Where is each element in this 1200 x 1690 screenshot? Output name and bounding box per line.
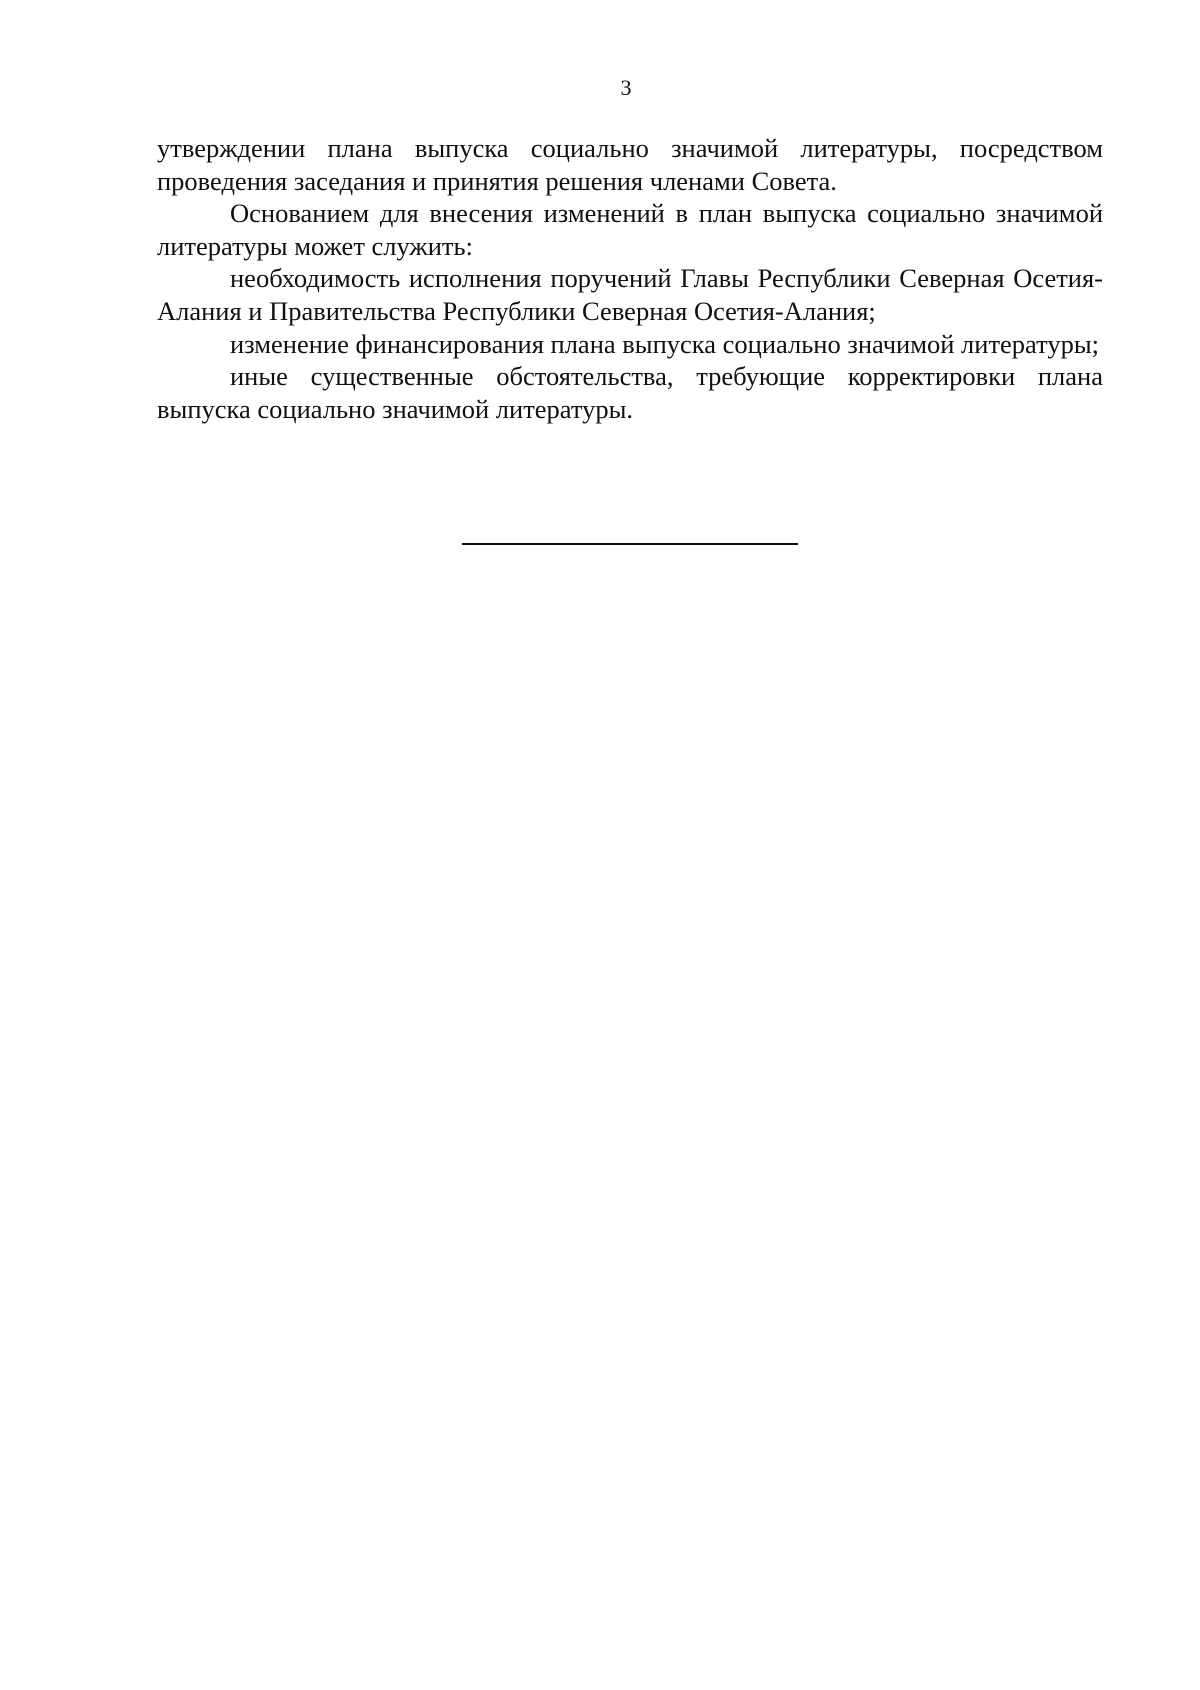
paragraph-grounds-item-financing: изменение финансирования плана выпуска социально значимой литературы;: [230, 328, 1100, 359]
end-separator-line: [462, 543, 798, 545]
page-number: 3: [620, 75, 632, 100]
paragraph-continuation: утверждении плана выпуска социально значимой литературы, посредством проведения заседания и принятия решения членами Совета.: [157, 133, 1103, 196]
paragraph-grounds-item-circumstances: иные существенные обстоятельства, требующие корректировки плана выпуска социально значимой литературы.: [157, 361, 1103, 424]
paragraph-grounds-intro: Основанием для внесения изменений в план выпуска социально значимой литературы может служить:: [157, 198, 1103, 261]
document-body: [157, 132, 1103, 425]
paragraph-grounds-item-instructions: необходимость исполнения поручений Главы Республики Северная Осетия-Алания и Правительства Республики Северная Осетия-Алания;: [157, 263, 1103, 326]
